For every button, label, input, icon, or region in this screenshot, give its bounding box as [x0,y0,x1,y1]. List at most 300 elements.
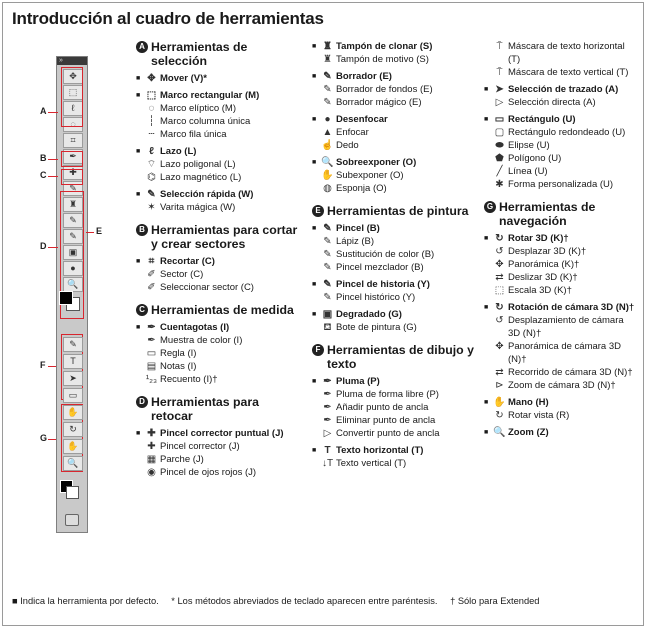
tool-group [312,308,480,334]
default-marker: ■ [312,43,317,50]
toolbox-button: ℓ [63,101,83,116]
tool-icon: ¹₂₃ [145,374,158,385]
section-title [136,223,304,251]
bracket-a [48,112,58,113]
tool-group [136,255,304,294]
toolbox-button: ✋ [63,405,83,420]
tool-icon: ▦ [146,454,157,465]
toolbox-button: ✎ [63,213,83,228]
tool-group [484,396,636,422]
tool-item [312,375,480,388]
tool-group [312,278,480,304]
section-badge: A [136,41,148,53]
toolbox-illustration [56,56,88,336]
toolbox-button: ↻ [63,422,83,437]
tool-name: Parche (J) [160,454,204,465]
tool-name: Selección directa (A) [508,97,596,108]
default-marker: ■ [136,258,141,265]
tool-item [312,96,480,109]
section-title-text: Herramientas de navegación [499,200,596,228]
toolbox-button: ▭ [63,388,83,403]
tool-name: Panorámica (K)† [508,259,580,270]
tool-icon: ✒ [147,335,156,346]
tool-icon: ┄ [148,129,155,140]
tool-icon: ✋ [321,170,334,181]
tool-icon: ✎ [323,292,332,303]
tool-name: Rotar 3D (K)† [508,233,569,244]
tool-group [312,113,480,152]
section-badge: B [136,224,148,236]
section-title-text: Herramientas de pintura [327,204,469,218]
tool-section [136,395,304,479]
toolbox-group-b [61,151,83,167]
tool-name: Pluma (P) [336,376,380,387]
tool-name: Lazo poligonal (L) [160,159,236,170]
tool-item [312,126,480,139]
tool-icon: ┆ [148,116,155,127]
tool-item [484,178,636,191]
tool-name: Tampón de clonar (S) [336,41,433,52]
tool-name: Sustitución de color (B) [336,249,435,260]
tool-section [484,40,636,191]
section-badge: D [136,396,148,408]
section-title-text: Herramientas de medida [151,303,294,317]
tool-icon: ✎ [323,279,332,290]
tool-item [312,156,480,169]
toolbox-button: ✥ [63,69,83,84]
tool-icon: ↺ [495,315,504,326]
tool-item [484,396,636,409]
default-marker: ■ [484,399,489,406]
tool-icon: ⍑ [496,67,503,78]
tool-icon: ✥ [147,73,156,84]
tool-group [136,188,304,214]
tool-icon: ⍑ [496,41,503,52]
tool-icon: ▲ [322,127,333,138]
tool-name: Bote de pintura (G) [336,322,417,333]
tool-name: Rectángulo (U) [508,114,576,125]
tool-name: Degradado (G) [336,309,402,320]
tool-item [312,321,480,334]
tool-icon: ↻ [495,302,504,313]
tool-section [484,200,636,439]
default-marker: ■ [484,235,489,242]
tool-group [484,232,636,297]
tool-item [484,165,636,178]
tool-icon: ↻ [495,233,504,244]
tool-name: Mover (V)* [160,73,207,84]
tool-name: Texto horizontal (T) [336,445,424,456]
tool-item [136,440,304,453]
default-marker: ■ [484,86,489,93]
tool-item [136,72,304,85]
toolbox-handle: » [57,57,87,65]
section-title [312,204,480,218]
section-title-text: Herramientas de dibujo y texto [327,343,474,371]
tool-name: Zoom de cámara 3D (N)† [508,380,616,391]
tool-item [484,271,636,284]
default-marker: ■ [136,324,141,331]
tool-name: Línea (U) [508,166,548,177]
tool-name: Varita mágica (W) [160,202,236,213]
bracket-c [48,176,58,177]
section-title [312,343,480,371]
tool-icon: ✎ [323,236,332,247]
tool-icon: ✎ [323,71,332,82]
tool-name: Texto vertical (T) [336,458,407,469]
default-marker: ■ [136,430,141,437]
tool-icon: 🔍 [493,427,506,438]
section-badge: E [312,205,324,217]
tool-icon: ✶ [147,202,156,213]
tool-item [136,255,304,268]
bracket-b [48,159,58,160]
toolbox-label-f: F [40,360,46,370]
tool-icon: ⇄ [495,272,504,283]
tool-icon: ✥ [495,341,504,352]
tool-item [484,314,636,340]
toolbox-button: 🔍 [63,277,83,292]
tool-item [312,278,480,291]
tool-group [136,89,304,141]
tool-name: Dedo [336,140,359,151]
tool-item [312,388,480,401]
tool-icon: ➤ [495,84,504,95]
tool-name: Pincel mezclador (B) [336,262,424,273]
toolbox-label-d: D [40,241,47,251]
tool-name: Recorrido de cámara 3D (N)† [508,367,633,378]
toolbox-label-a: A [40,106,47,116]
tool-item [484,96,636,109]
tool-item [136,453,304,466]
default-marker: ■ [136,75,141,82]
tool-group [484,113,636,191]
footer [12,596,638,606]
tool-icon: ✒ [147,322,156,333]
tool-name: Desplazar 3D (K)† [508,246,587,257]
tool-item [136,171,304,184]
tool-icon: ✋ [493,397,506,408]
tool-name: Eliminar punto de ancla [336,415,436,426]
tool-group [312,375,480,440]
tool-group [312,70,480,109]
tool-name: Marco rectangular (M) [160,90,260,101]
tool-item [136,145,304,158]
tool-group [312,156,480,195]
section-badge: C [136,304,148,316]
tool-item [312,83,480,96]
tool-item [484,409,636,422]
tool-name: Selección rápida (W) [160,189,254,200]
section-badge: F [312,344,324,356]
tool-icon: ✎ [147,189,156,200]
tool-icon: ↺ [495,246,504,257]
tool-icon: ✱ [495,179,504,190]
tool-name: Tampón de motivo (S) [336,54,429,65]
toolbox-button: T [63,354,83,369]
tool-item [312,222,480,235]
toolbox-button: ✎ [63,229,83,244]
tool-icon: ✒ [323,389,332,400]
toolbox-button: ● [63,261,83,276]
tool-item [484,126,636,139]
toolbox-button: ⬚ [63,85,83,100]
tool-name: Rotar vista (R) [508,410,570,421]
tool-item [136,188,304,201]
toolbox-button: ✒ [63,149,83,164]
tool-name: Marco fila única [160,129,227,140]
page-title: Introducción al cuadro de herramientas [12,9,324,28]
toolbox-button: ♜ [63,197,83,212]
tool-name: Muestra de color (I) [160,335,243,346]
tool-name: Cuentagotas (I) [160,322,230,333]
tool-icon: ✒ [323,376,332,387]
tool-name: Mano (H) [508,397,549,408]
tool-item [484,426,636,439]
tool-item [484,152,636,165]
tool-item [484,40,636,66]
tool-icon: ▤ [146,361,157,372]
tool-section [312,40,480,195]
section-title-text: Herramientas de selección [151,40,248,68]
toolbox-button: ➤ [63,371,83,386]
tool-icon: ✎ [323,249,332,260]
tool-icon: ◍ [323,183,332,194]
toolbox-button: ✎ [63,337,83,352]
tool-icon: ✎ [323,262,332,273]
tool-name: Convertir punto de ancla [336,428,440,439]
tool-group [484,301,636,392]
tool-name: Pincel corrector puntual (J) [160,428,284,439]
tool-icon: ✒ [323,402,332,413]
tool-icon: ⇄ [495,367,504,378]
tool-item [136,321,304,334]
footer-shortcut-note: * Los métodos abreviados de teclado aparecen entre paréntesis. [171,596,438,606]
tool-icon: ⬚ [146,90,157,101]
tool-name: Deslizar 3D (K)† [508,272,578,283]
tool-item [136,102,304,115]
tool-name: Máscara de texto horizontal (T) [508,41,625,65]
tool-item [136,115,304,128]
tool-icon: ✐ [147,269,156,280]
tool-item [312,248,480,261]
tool-name: Pincel de historia (Y) [336,279,430,290]
section-title [136,395,304,423]
tool-name: Seleccionar sector (C) [160,282,254,293]
tool-item [484,66,636,79]
tool-name: Lápiz (B) [336,236,375,247]
tool-name: Sector (C) [160,269,204,280]
tool-item [312,444,480,457]
tool-name: Subexponer (O) [336,170,404,181]
tool-section [312,343,480,470]
bracket-e [86,232,94,233]
toolbox-button: ⌗ [63,133,83,148]
tool-group [312,40,480,66]
tool-item [484,301,636,314]
tool-name: Desenfocar [336,114,388,125]
tool-group [484,426,636,439]
tool-icon: ♜ [323,54,332,65]
tool-name: Pincel histórico (Y) [336,292,416,303]
tool-group [136,145,304,184]
tool-group [312,444,480,470]
tool-icon: ▭ [146,348,157,359]
tool-item [312,113,480,126]
section-badge: G [484,201,496,213]
toolbox-label-b: B [40,153,47,163]
default-marker: ■ [312,116,317,123]
tool-icon: ╱ [496,166,503,177]
bracket-d [48,247,58,248]
toolbox-group-a [61,67,83,127]
tool-name: Rectángulo redondeado (U) [508,127,626,138]
toolbox-button: ✚ [63,165,83,180]
section-title-text: Herramientas para retocar [151,395,259,423]
toolbox-lower [56,334,88,533]
tool-icon: ⌬ [147,172,156,183]
tool-icon: ☝ [321,140,334,151]
tool-icon: ● [324,114,331,125]
tool-icon: T [324,445,331,456]
toolbox-button: ▣ [63,245,83,260]
foreground-color-swatch [59,291,73,305]
tool-group [484,83,636,109]
tool-name: Marco columna única [160,116,251,127]
tool-item [484,232,636,245]
default-marker: ■ [312,378,317,385]
tool-icon: ↻ [495,410,504,421]
tool-icon: ✚ [147,428,156,439]
tool-item [312,308,480,321]
tool-item [312,169,480,182]
toolbox-button: ✎ [63,181,83,196]
toolbox-button: ◌ [63,117,83,132]
tool-section [312,204,480,334]
tool-icon: ▷ [323,428,332,439]
tool-icon: ✎ [323,223,332,234]
tool-item [312,139,480,152]
tool-item [484,340,636,366]
tool-group [136,321,304,386]
tool-item [136,158,304,171]
tool-name: Escala 3D (K)† [508,285,572,296]
background-swatch-large [66,486,79,499]
tool-name: Desplazamiento de cámara 3D (N)† [508,315,624,339]
tool-icon: ⊳ [495,380,504,391]
tool-item [484,258,636,271]
tool-name: Pluma de forma libre (P) [336,389,439,400]
tool-name: Rotación de cámara 3D (N)† [508,302,635,313]
tool-item [312,40,480,53]
default-marker: ■ [484,429,489,436]
section-title [136,303,304,317]
default-marker: ■ [136,191,141,198]
tool-icon: ℓ [149,146,154,157]
tool-section [136,303,304,386]
tool-icon: ⛾ [323,322,332,333]
tool-item [312,53,480,66]
tool-name: Panorámica de cámara 3D (N)† [508,341,621,365]
tool-item [136,201,304,214]
tool-icon: ⌗ [148,256,155,267]
tool-item [312,414,480,427]
tool-item [484,245,636,258]
tool-item [484,139,636,152]
tool-item [136,334,304,347]
footer-extended-note: † Sólo para Extended [450,596,540,606]
tool-name: Borrador (E) [336,71,392,82]
tool-icon: ⬚ [494,285,505,296]
tool-item [136,360,304,373]
tool-item [312,401,480,414]
toolbox-label-g: G [40,433,48,443]
tool-item [312,457,480,470]
tool-icon: ◉ [147,467,156,478]
default-marker: ■ [312,225,317,232]
tool-group [136,427,304,479]
tool-icon: ◌ [148,103,155,114]
tool-group [136,72,304,85]
tool-name: Marco elíptico (M) [160,103,237,114]
tool-name: Pincel (B) [336,223,380,234]
tool-item [484,366,636,379]
tool-item [136,281,304,294]
footer-default-note: ■ Indica la herramienta por defecto. [12,596,159,606]
column-1 [136,40,304,488]
tool-item [136,427,304,440]
tool-name: Borrador de fondos (E) [336,84,433,95]
default-marker: ■ [312,311,317,318]
tool-name: Pincel de ojos rojos (J) [160,467,257,478]
tool-name: Regla (I) [160,348,197,359]
tool-item [136,373,304,386]
tool-item [484,83,636,96]
default-marker: ■ [136,92,141,99]
tool-name: Pincel corrector (J) [160,441,240,452]
tool-item [312,291,480,304]
tool-name: Elipse (U) [508,140,550,151]
tool-icon: ▣ [322,309,333,320]
tool-icon: 🔍 [321,157,334,168]
tool-section [136,40,304,214]
default-marker: ■ [312,447,317,454]
quick-mask-icon [65,514,79,526]
tool-item [312,427,480,440]
tool-icon: ⌔ [146,159,157,170]
tool-item [136,128,304,141]
tool-item [312,261,480,274]
tool-item [484,113,636,126]
tool-group [312,222,480,274]
tool-item [136,89,304,102]
tool-icon: ✥ [495,259,504,270]
tool-name: Forma personalizada (U) [508,179,614,190]
toolbox-label-c: C [40,170,47,180]
tool-icon: ✚ [147,441,156,452]
tool-name: Zoom (Z) [508,427,549,438]
default-marker: ■ [484,304,489,311]
section-title [136,40,304,68]
tool-icon: ✒ [323,415,332,426]
toolbox-button: ✋ [63,439,83,454]
tool-name: Esponja (O) [336,183,387,194]
tool-icon: ⬟ [495,153,504,164]
column-3 [484,40,636,448]
default-marker: ■ [312,159,317,166]
default-marker: ■ [484,116,489,123]
tool-name: Sobreexponer (O) [336,157,417,168]
